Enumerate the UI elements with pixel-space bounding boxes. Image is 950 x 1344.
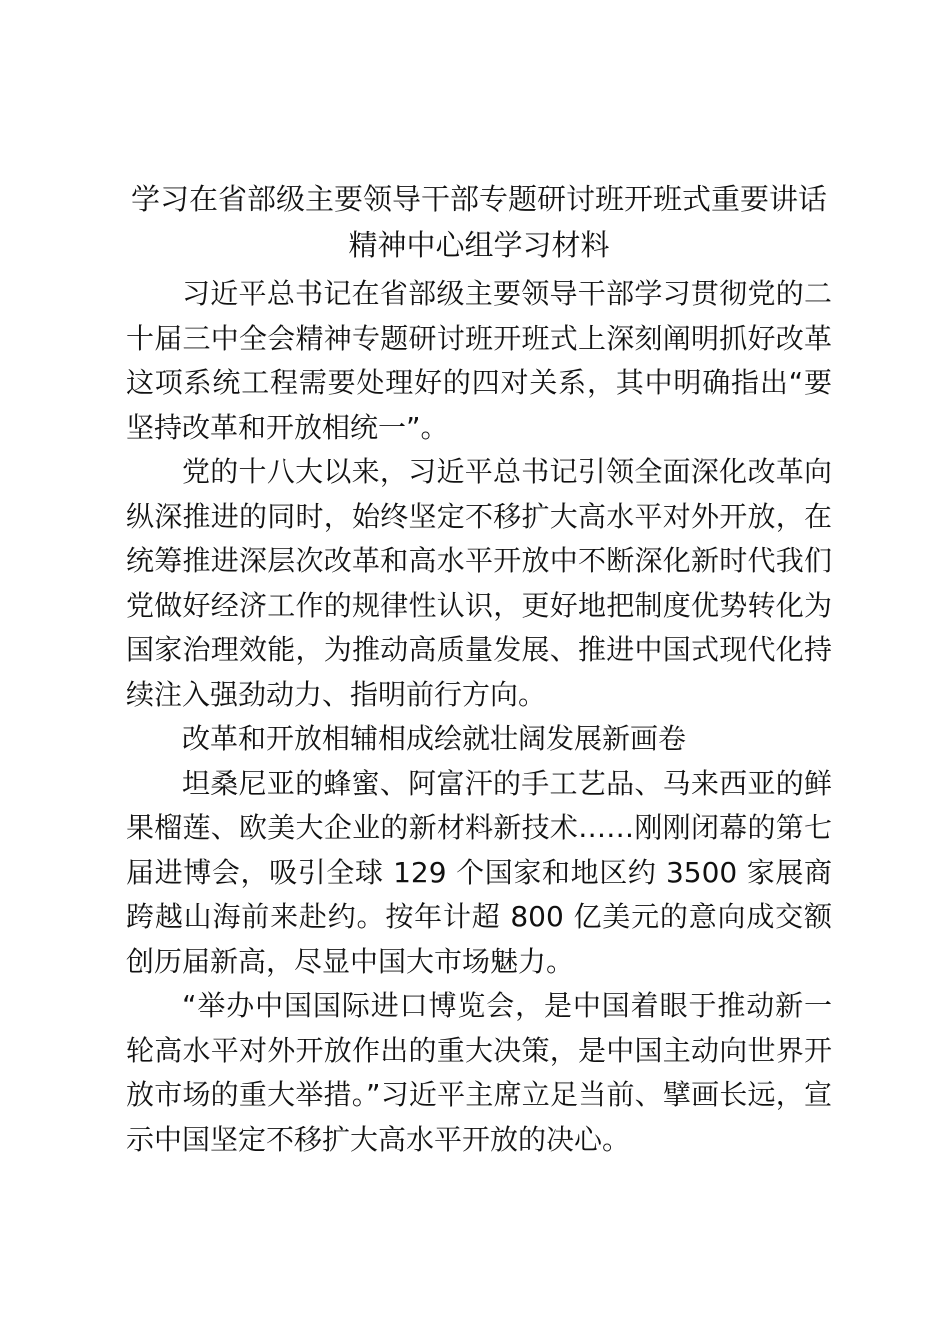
title-line-1: 学习在省部级主要领导干部专题研讨班开班式重要讲话	[130, 182, 827, 216]
section-heading: 改革和开放相辅相成绘就壮阔发展新画卷	[182, 722, 687, 755]
paragraph-expo: 坦桑尼亚的蜂蜜、阿富汗的手工艺品、马来西亚的鲜果榴莲、欧美大企业的新材料新技术……刚刚闭幕的第七届进博会，吸引全球 129 个国家和地区约 3500 家展商跨越山海前来赴约。按年计超 800 亿美元的意向成交额创历届新高，尽显中国大市场魅力。	[126, 766, 832, 978]
document-page	[126, 176, 832, 1162]
paragraph-quote: “举办中国国际进口博览会，是中国着眼于推动新一轮高水平对外开放作出的重大决策，是中国主动向世界开放市场的重大举措。”习近平主席立足当前、擘画长远，宣示中国坚定不移扩大高水平开放的决心。	[126, 989, 832, 1156]
paragraph-intro: 习近平总书记在省部级主要领导干部学习贯彻党的二十届三中全会精神专题研讨班开班式上深刻阐明抓好改革这项系统工程需要处理好的四对关系，其中明确指出“要坚持改革和开放相统一”。	[126, 277, 832, 444]
title-line-2: 精神中心组学习材料	[348, 228, 610, 262]
paragraph-since-18th-congress: 党的十八大以来，习近平总书记引领全面深化改革向纵深推进的同时，始终坚定不移扩大高水平对外开放，在统筹推进深层次改革和高水平开放中不断深化新时代我们党做好经济工作的规律性认识，更好地把制度优势转化为国家治理效能，为推动高质量发展、推进中国式现代化持续注入强劲动力、指明前行方向。	[126, 455, 832, 711]
document-title	[126, 176, 832, 268]
